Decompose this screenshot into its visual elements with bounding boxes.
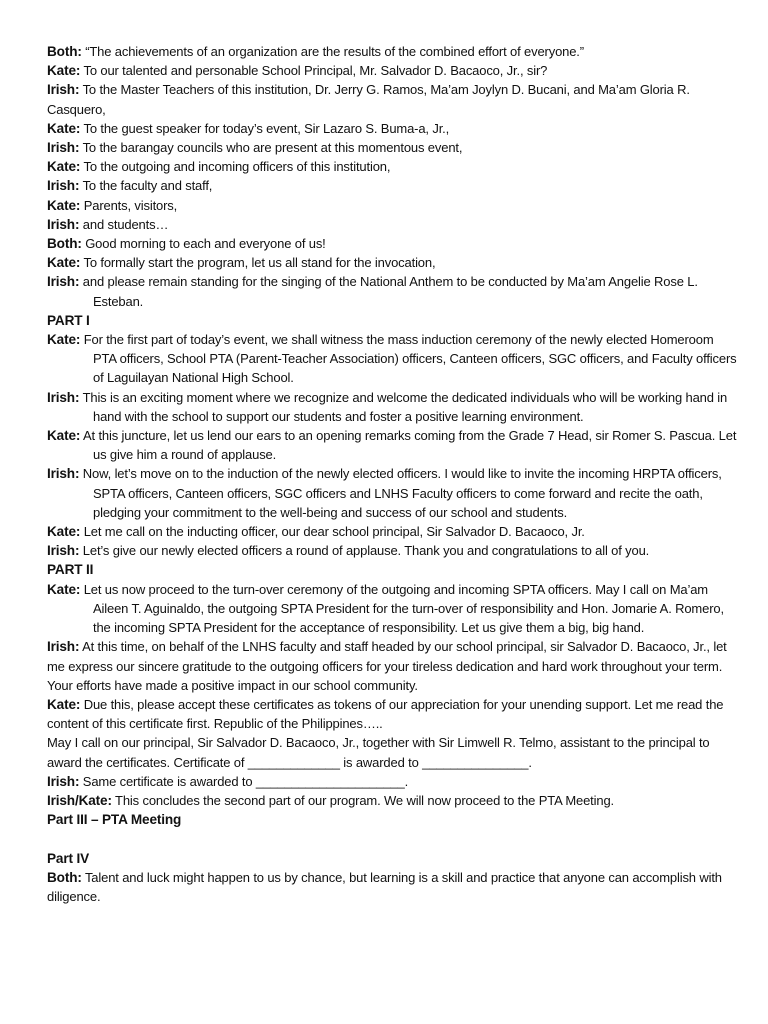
speaker-label: Kate: bbox=[47, 197, 81, 213]
dialogue-text: “The achievements of an organization are the results of the combined effort of everyone.” bbox=[81, 44, 584, 59]
speaker-label: Kate: bbox=[47, 120, 81, 136]
dialogue-line bbox=[47, 157, 737, 176]
dialogue-line bbox=[47, 80, 737, 118]
dialogue-line bbox=[47, 522, 737, 541]
speaker-label: Kate: bbox=[47, 63, 81, 79]
dialogue-line bbox=[47, 253, 737, 272]
dialogue-text: To the guest speaker for today’s event, Sir Lazaro S. Buma-a, Jr., bbox=[80, 120, 450, 136]
dialogue-text: For the first part of today’s event, we shall witness the mass induction ceremony of the newly elected Homeroom PTA officers, School PTA (Parent-Teacher Association) officers, Canteen officers, SGC officers, and Faculty officers of Laguilayan National High School. bbox=[80, 332, 737, 386]
speaker-label: Kate: bbox=[47, 332, 81, 348]
dialogue-line bbox=[47, 464, 737, 522]
dialogue-text: Same certificate is awarded to _____________________. bbox=[79, 773, 409, 789]
section-heading: Part III – PTA Meeting bbox=[47, 812, 182, 828]
dialogue-line bbox=[47, 196, 737, 215]
dialogue-line bbox=[47, 791, 737, 810]
dialogue-text: At this juncture, let us lend our ears to an opening remarks coming from the Grade 7 Head, sir Romer S. Pascua. Let us give him a round of applause. bbox=[80, 428, 737, 463]
dialogue-text: May I call on our principal, Sir Salvador D. Bacaoco, Jr., together with Sir Limwell R. Telmo, assistant to the principal to award the certificates. Certificate of _____________ is awarded to _______________. bbox=[47, 735, 710, 770]
dialogue-line bbox=[47, 733, 737, 771]
dialogue-text: Now, let’s move on to the induction of the newly elected officers. I would like to invite the incoming HRPTA officers, SPTA officers, Canteen officers, SGC officers and LNHS Faculty officers to come forward and recite the oath, pledging your commitment to the well-being and success of our school and students. bbox=[79, 466, 722, 520]
dialogue-text: Let me call on the inducting officer, our dear school principal, Sir Salvador D. Bacaoco, Jr. bbox=[80, 524, 585, 540]
speaker-label: Irish: bbox=[47, 543, 80, 559]
dialogue-text: Good morning to each and everyone of us! bbox=[81, 236, 326, 252]
speaker-label: Kate: bbox=[47, 581, 81, 597]
speaker-label: Irish: bbox=[47, 82, 80, 98]
dialogue-text: At this time, on behalf of the LNHS faculty and staff headed by our school principal, sir Salvador D. Bacaoco, Jr., let me express our sincere gratitude to the outgoing officers for your tireless dedication and hard work throughout your term. Your efforts have made a positive impact in our school community. bbox=[47, 639, 727, 693]
speaker-label: Kate: bbox=[47, 696, 81, 712]
dialogue-text: To the outgoing and incoming officers of this institution, bbox=[80, 159, 391, 175]
speaker-label: Irish: bbox=[47, 389, 80, 405]
dialogue-line bbox=[47, 330, 737, 388]
document-body bbox=[47, 42, 737, 906]
dialogue-line bbox=[47, 119, 737, 138]
speaker-label: Both: bbox=[47, 236, 82, 252]
dialogue-text: To the faculty and staff, bbox=[79, 178, 213, 194]
dialogue-line bbox=[47, 215, 737, 234]
dialogue-line bbox=[47, 695, 737, 733]
section-heading: PART II bbox=[47, 562, 94, 578]
blank-line bbox=[47, 829, 737, 848]
section-heading: Part IV bbox=[47, 850, 90, 866]
speaker-label: Irish: bbox=[47, 274, 80, 290]
dialogue-line bbox=[47, 61, 737, 80]
dialogue-text: and please remain standing for the singing of the National Anthem to be conducted by Ma’am Angelie Rose L. Esteban. bbox=[79, 274, 698, 309]
dialogue-line bbox=[47, 580, 737, 638]
dialogue-text: and students… bbox=[79, 216, 169, 232]
dialogue-text: Talent and luck might happen to us by chance, but learning is a skill and practice that anyone can accomplish with diligence. bbox=[47, 869, 722, 904]
dialogue-line bbox=[47, 772, 737, 791]
dialogue-line bbox=[47, 138, 737, 157]
speaker-label: Kate: bbox=[47, 524, 81, 540]
speaker-label: Irish: bbox=[47, 140, 80, 156]
dialogue-line bbox=[47, 42, 737, 61]
speaker-label: Irish: bbox=[47, 773, 80, 789]
dialogue-text: This concludes the second part of our program. We will now proceed to the PTA Meeting. bbox=[111, 792, 614, 808]
speaker-label: Kate: bbox=[47, 159, 81, 175]
dialogue-text: To our talented and personable School Principal, Mr. Salvador D. Bacaoco, Jr., sir? bbox=[80, 63, 548, 79]
speaker-label: Irish: bbox=[47, 216, 80, 232]
speaker-label: Both: bbox=[47, 44, 82, 59]
dialogue-text: Parents, visitors, bbox=[80, 197, 178, 213]
dialogue-text: To formally start the program, let us all stand for the invocation, bbox=[80, 255, 436, 271]
dialogue-text: To the barangay councils who are present at this momentous event, bbox=[79, 140, 463, 156]
section-heading: PART I bbox=[47, 312, 90, 328]
dialogue-line bbox=[47, 272, 737, 310]
speaker-label: Irish: bbox=[47, 466, 80, 482]
dialogue-text: Let’s give our newly elected officers a round of applause. Thank you and congratulations to all of you. bbox=[79, 543, 650, 559]
speaker-label: Kate: bbox=[47, 428, 81, 444]
speaker-label: Irish: bbox=[47, 178, 80, 194]
dialogue-line bbox=[47, 868, 737, 906]
speaker-label: Both: bbox=[47, 869, 82, 885]
dialogue-text: This is an exciting moment where we recognize and welcome the dedicated individuals who will be working hand in hand with the school to support our students and foster a positive learning environment. bbox=[79, 389, 728, 424]
speaker-label: Irish: bbox=[47, 639, 80, 655]
dialogue-line bbox=[47, 426, 737, 464]
dialogue-text: To the Master Teachers of this institution, Dr. Jerry G. Ramos, Ma’am Joylyn D. Bucani, and Ma’am Gloria R. Casquero, bbox=[47, 82, 690, 117]
dialogue-line bbox=[47, 637, 737, 695]
dialogue-line bbox=[47, 388, 737, 426]
speaker-label: Irish/Kate: bbox=[47, 792, 112, 808]
dialogue-line bbox=[47, 541, 737, 560]
dialogue-line bbox=[47, 176, 737, 195]
dialogue-line bbox=[47, 234, 737, 253]
speaker-label: Kate: bbox=[47, 255, 81, 271]
dialogue-text: Let us now proceed to the turn-over ceremony of the outgoing and incoming SPTA officers. May I call on Ma’am Aileen T. Aguinaldo, the outgoing SPTA President for the turn-over of responsibility and Hon. Jomarie A. Romero, the incoming SPTA President for the acceptance of responsibility. Let us give them a big, big hand. bbox=[80, 581, 724, 636]
dialogue-text: Due this, please accept these certificates as tokens of our appreciation for your unending support. Let me read the content of this certificate first. Republic of the Philippines….. bbox=[47, 696, 724, 732]
